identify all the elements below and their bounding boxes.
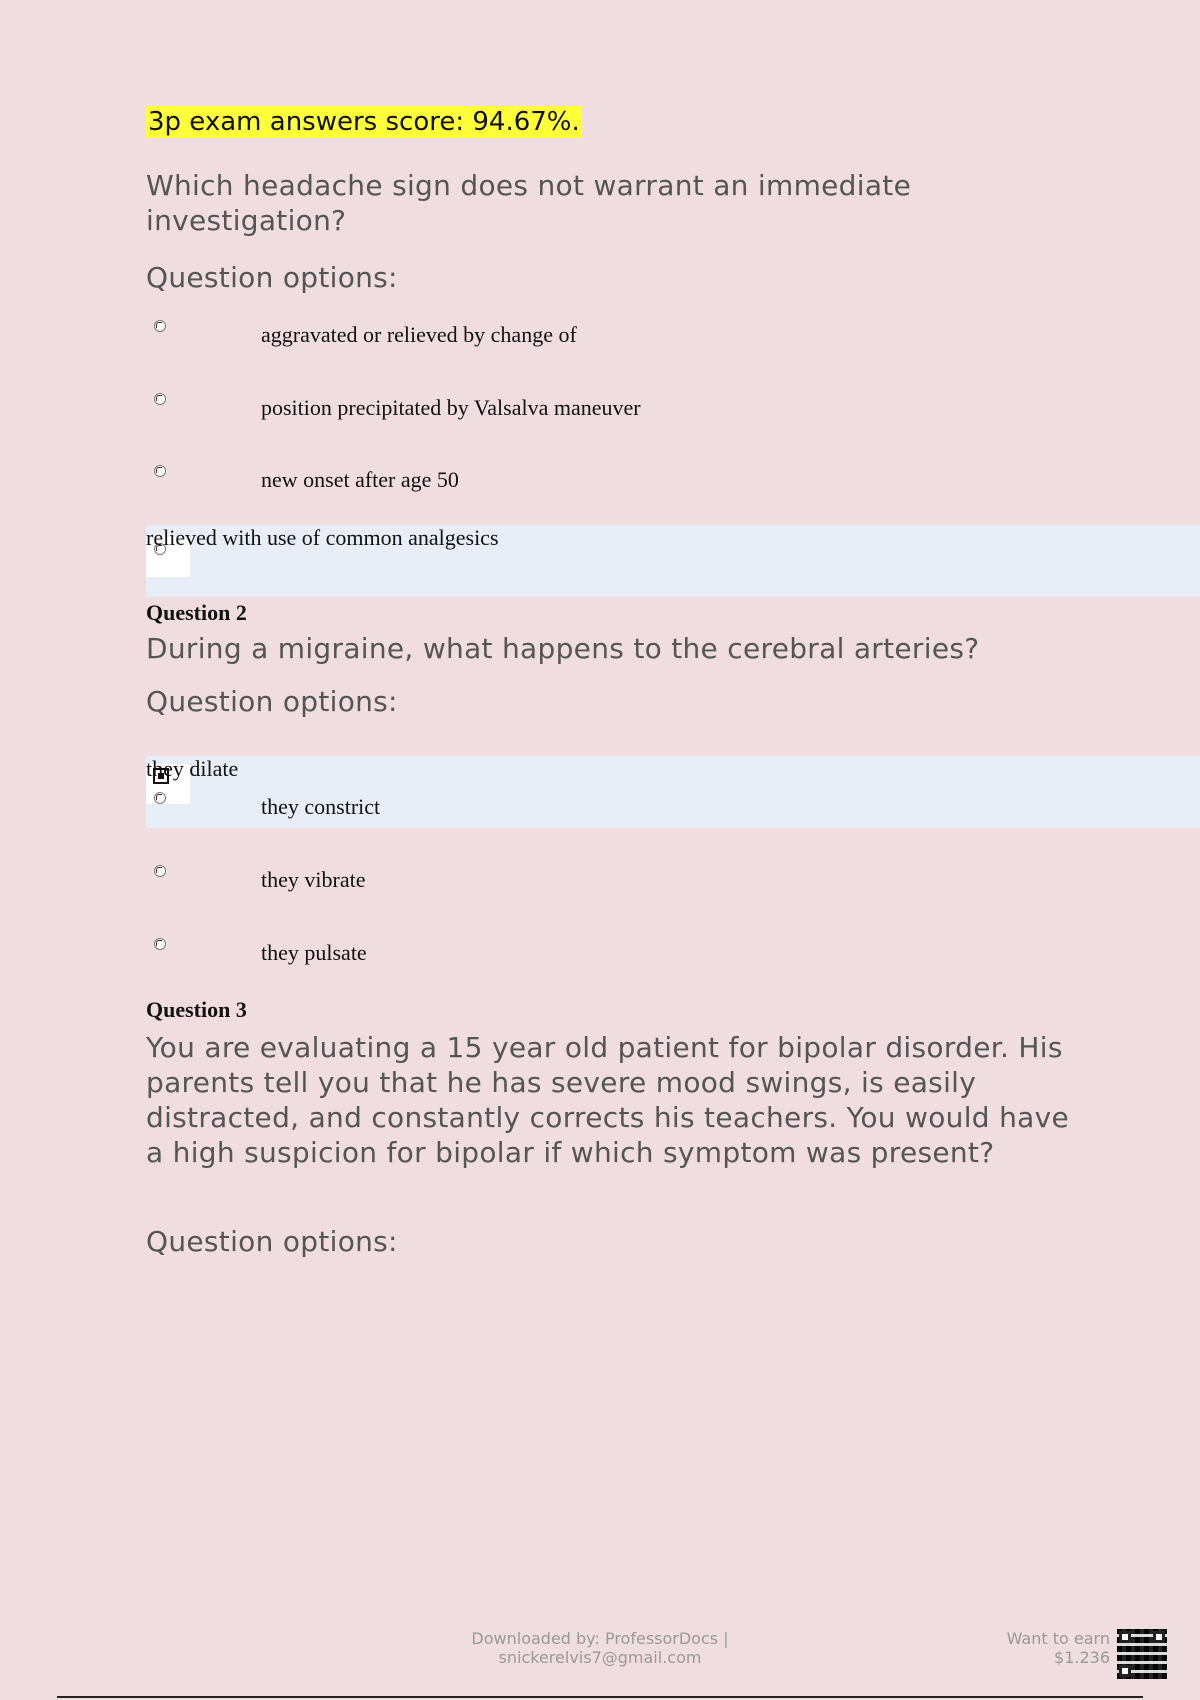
footer-divider (57, 1696, 1143, 1698)
question-1-options-label: Question options: (146, 261, 398, 294)
question-1-text: Which headache sign does not warrant an immediate investigation? (146, 169, 912, 237)
radio-button-icon[interactable] (154, 865, 166, 877)
question-2-option-1: they constrict (261, 794, 381, 819)
question-3-text: You are evaluating a 15 year old patient for bipolar disorder. His parents tell you that he has severe mood swings, is easily distracted, and constantly corrects his teachers. You would have a high suspicion for bipolar if which symptom was present? (146, 1031, 1069, 1169)
score-banner: 3p exam answers score: 94.67%. (148, 107, 580, 137)
question-2-selected-answer: they dilate (146, 756, 239, 781)
footer-earn-line-1: Want to earn (1006, 1629, 1110, 1648)
question-2-text: During a migraine, what happens to the cerebral arteries? (146, 632, 980, 665)
question-1-selected-row[interactable] (146, 525, 1200, 597)
radio-button-icon[interactable] (154, 938, 166, 950)
radio-button-icon[interactable] (154, 465, 166, 477)
question-1-option-1: aggravated or relieved by change of (261, 322, 577, 347)
radio-button-icon[interactable] (154, 320, 166, 332)
question-2-selected-row[interactable] (146, 756, 1200, 828)
footer-downloaded-line-2: snickerelvis7@gmail.com (498, 1648, 702, 1667)
question-2-number: Question 2 (146, 600, 247, 625)
question-2-option-3: they pulsate (261, 940, 367, 965)
footer-downloaded-line-1: Downloaded by: ProfessorDocs | (471, 1629, 729, 1648)
question-2-option-2: they vibrate (261, 867, 366, 892)
radio-button-icon[interactable] (154, 792, 166, 804)
question-2-options-label: Question options: (146, 685, 398, 718)
question-3-number: Question 3 (146, 997, 247, 1022)
footer-earn-line-2: $1.236 (1054, 1648, 1110, 1667)
question-3-options-label: Question options: (146, 1225, 398, 1258)
question-1-selected-answer: relieved with use of common analgesics (146, 525, 499, 550)
footer-earn-promo[interactable] (960, 1629, 1110, 1667)
radio-button-icon[interactable] (154, 393, 166, 405)
footer-downloaded-by (440, 1629, 760, 1667)
qr-code-icon[interactable] (1117, 1629, 1167, 1679)
question-1-option-2: position precipitated by Valsalva maneuver (261, 395, 641, 420)
question-1-option-3: new onset after age 50 (261, 467, 459, 492)
